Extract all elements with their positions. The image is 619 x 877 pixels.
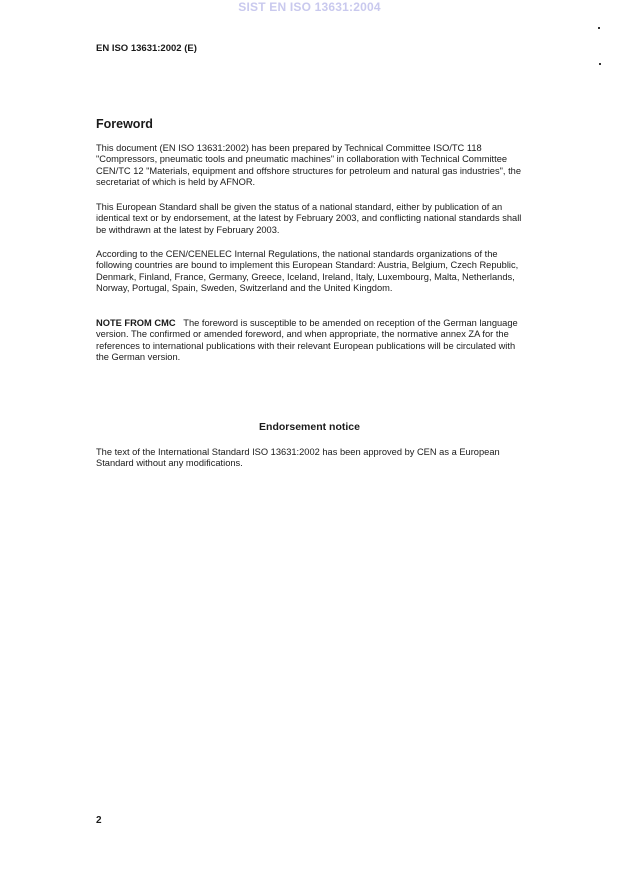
scan-speck-mark [598,27,600,29]
scan-speck-mark [599,63,601,65]
page-number: 2 [96,815,102,826]
foreword-paragraph-1: This document (EN ISO 13631:2002) has been prepared by Technical Committee ISO/TC 118 "Compressors, pneumatic tools and pneumatic machines" in collaboration with Technical Committee CEN/TC 12 "Materials, equipment and offshore structures for petroleum and natural gas industries", the secretariat of which is held by AFNOR. [96,143,522,187]
watermark: SIST EN ISO 13631:2004 [238,0,381,14]
note-label: NOTE FROM CMC [96,318,176,328]
note-from-cmc [96,318,526,363]
foreword-paragraph-3: According to the CEN/CENELEC Internal Regulations, the national standards organizations of the following countries are bound to implement this European Standard: Austria, Belgium, Czech Republic, Denmark, Finland, France, Germany, Greece, Iceland, Ireland, Italy, Luxembourg, Malta, Netherlands, Norway, Portugal, Spain, Sweden, Switzerland and the United Kingdom. [96,249,519,293]
foreword-paragraph-2: This European Standard shall be given the status of a national standard, either by publication of an identical text or by endorsement, at the latest by February 2003, and conflicting national standards shall be withdrawn at the latest by February 2003. [96,202,522,235]
endorsement-title: Endorsement notice [259,421,360,433]
note-text: The foreword is susceptible to be amended on reception of the German language version. The confirmed or amended foreword, and when appropriate, the normative annex ZA for the references to international publications with their relevant European publications will be circulated with the German version. [96,318,518,362]
foreword-title: Foreword [96,117,153,131]
document-reference: EN ISO 13631:2002 (E) [96,43,197,54]
endorsement-text: The text of the International Standard ISO 13631:2002 has been approved by CEN as a European Standard without any modifications. [96,447,500,469]
